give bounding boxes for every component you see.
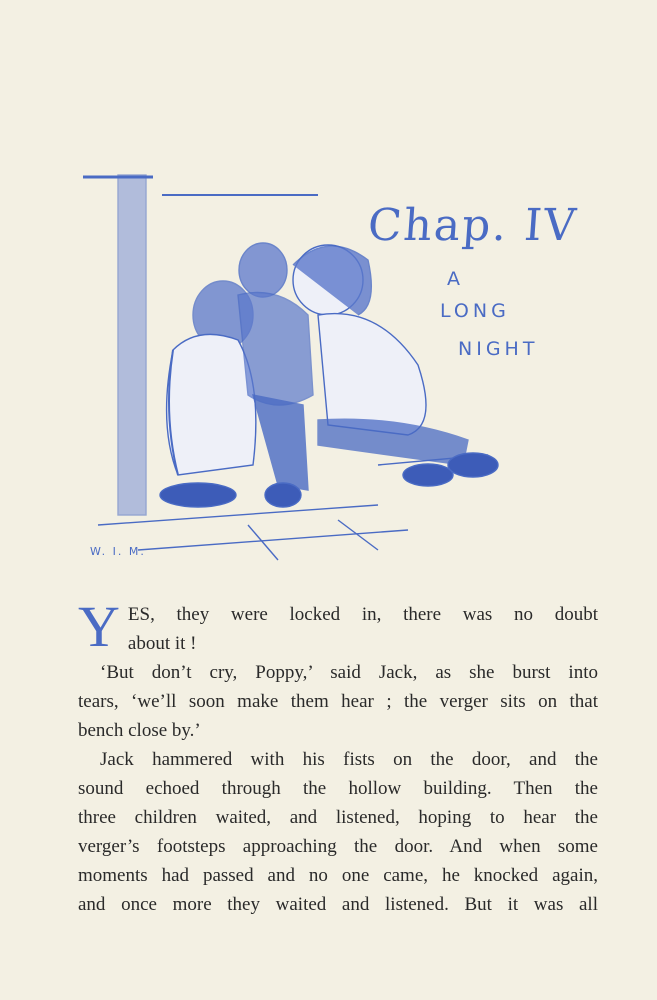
artist-signature: W. I. M. [90, 545, 146, 558]
chapter-title: Chap. IV [366, 200, 580, 251]
drop-cap: Y [78, 594, 120, 659]
paragraph [78, 658, 598, 745]
text-line: moments had passed and no one came, he knocked again, [78, 865, 598, 886]
chapter-subtitle-2: LONG [440, 300, 510, 322]
text-line: and once more they waited and listened. But it was all [78, 894, 598, 915]
text-line: bench close by.’ [78, 720, 201, 741]
text-line: three children waited, and listened, hoping to hear the [78, 807, 598, 828]
text-line: ES, they were locked in, there was no doubt [127, 604, 598, 625]
paragraph [78, 745, 598, 919]
text-line: ‘But don’t cry, Poppy,’ said Jack, as she burst into [100, 662, 598, 683]
text-line: about it ! [127, 633, 197, 654]
text-line: sound echoed through the hollow building. Then the [78, 778, 598, 799]
chapter-subtitle-3: NIGHT [458, 338, 539, 360]
text-line: verger’s footsteps approaching the door. And when some [78, 836, 598, 857]
text-line: tears, ‘we’ll soon make them hear ; the verger sits on that [78, 691, 598, 712]
chapter-subtitle-1: A [447, 268, 464, 290]
body-text [78, 594, 598, 919]
paragraph [78, 594, 598, 659]
text-line: Jack hammered with his fists on the door, and the [100, 749, 598, 770]
